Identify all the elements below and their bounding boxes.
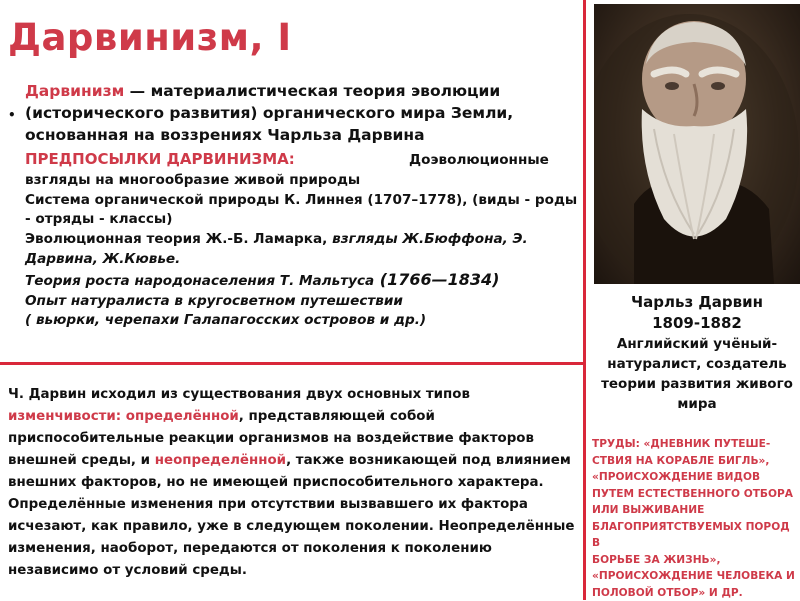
- prereq-item-1: Доэволюционные взгляды на многообразие живой природы: [25, 152, 549, 188]
- prereq-item-6-italic: ( вьюрки, черепахи Галапагосских островов и др.): [25, 312, 426, 328]
- portrait-illustration: [594, 4, 800, 284]
- caption-years: 1809-1882: [594, 313, 800, 334]
- prereq-item-4-years: (1766—1834): [374, 270, 499, 289]
- works-line-9: ПОЛОВОЙ ОТБОР» И ДР.: [592, 585, 798, 601]
- slide-title: Дарвинизм, I: [8, 16, 292, 59]
- prereq-item-4: [25, 270, 585, 292]
- prereq-item-6: [25, 311, 585, 331]
- definition-body: — материалистическая теория эволюции (исторического развития) органического мира Земли, основанная на воззрениях Чарльза Дарвина: [25, 82, 513, 144]
- prereq-item-3: [25, 230, 585, 270]
- definition-text: [25, 80, 580, 146]
- darwin-portrait: [594, 4, 800, 284]
- prereq-item-5-italic: Опыт натуралиста в кругосветном путешествии: [25, 293, 403, 309]
- works-line-1: ТРУДЫ: «ДНЕВНИК ПУТЕШЕ-: [592, 436, 798, 453]
- prereq-item-4-italic: Теория роста народонаселения Т. Мальтуса: [25, 273, 374, 289]
- horizontal-divider: [0, 362, 585, 365]
- prerequisites-block: [25, 150, 585, 331]
- caption-description: Английский учёный-натуралист, создатель теории развития живого мира: [594, 334, 800, 414]
- works-line-3: «ПРОИСХОЖДЕНИЕ ВИДОВ: [592, 469, 798, 486]
- prereq-item-2: Система органической природы К. Линнея (1707–1778), (виды - роды - отряды - классы): [25, 191, 585, 231]
- variability-text-1: Ч. Дарвин исходил из существования двух основных типов: [8, 387, 470, 402]
- works-line-6: БЛАГОПРИЯТСТВУЕМЫХ ПОРОД В: [592, 519, 798, 552]
- works-line-8: «ПРОИСХОЖДЕНИЕ ЧЕЛОВЕКА И: [592, 568, 798, 585]
- caption-name: Чарльз Дарвин: [594, 292, 800, 313]
- works-line-4: ПУТЕМ ЕСТЕСТВЕННОГО ОТБОРА: [592, 486, 798, 503]
- variability-text-3: , также возникающей под влиянием внешних факторов, но не имеющей приспособительного характера. Определённые изменения при отсутствии вызвавшего их фактора исчезают, как правило, уже в следующем поколении. Неопределённые изменения, наоборот, передаются от поколения к поколению независимо от условий среды.: [8, 453, 574, 578]
- prereq-item-3-italic: взгляды Ж.Бюффона, Э. Дарвина, Ж.Кювье.: [25, 231, 528, 267]
- works-line-7: БОРЬБЕ ЗА ЖИЗНЬ»,: [592, 552, 798, 569]
- works-line-2: СТВИЯ НА КОРАБЛЕ БИГЛЬ»,: [592, 453, 798, 470]
- portrait-caption: [594, 292, 800, 414]
- prereq-item-3-plain: Эволюционная теория Ж.-Б. Ламарка,: [25, 231, 327, 247]
- variability-paragraph: [8, 384, 578, 582]
- bullet-icon: •: [8, 108, 16, 122]
- works-line-5: ИЛИ ВЫЖИВАНИЕ: [592, 502, 798, 519]
- definite-variability-term: изменчивости: определённой: [8, 409, 239, 424]
- works-list: [592, 436, 798, 601]
- prerequisites-heading: ПРЕДПОСЫЛКИ ДАРВИНИЗМА:: [25, 150, 409, 170]
- term-darwinism: Дарвинизм: [25, 82, 124, 100]
- variability-text-2: , представляющей собой приспособительные реакции организмов на воздействие факторов внешней среды, и: [8, 409, 534, 468]
- prereq-item-5: [25, 292, 585, 312]
- indefinite-variability-term: неопределённой: [155, 453, 286, 468]
